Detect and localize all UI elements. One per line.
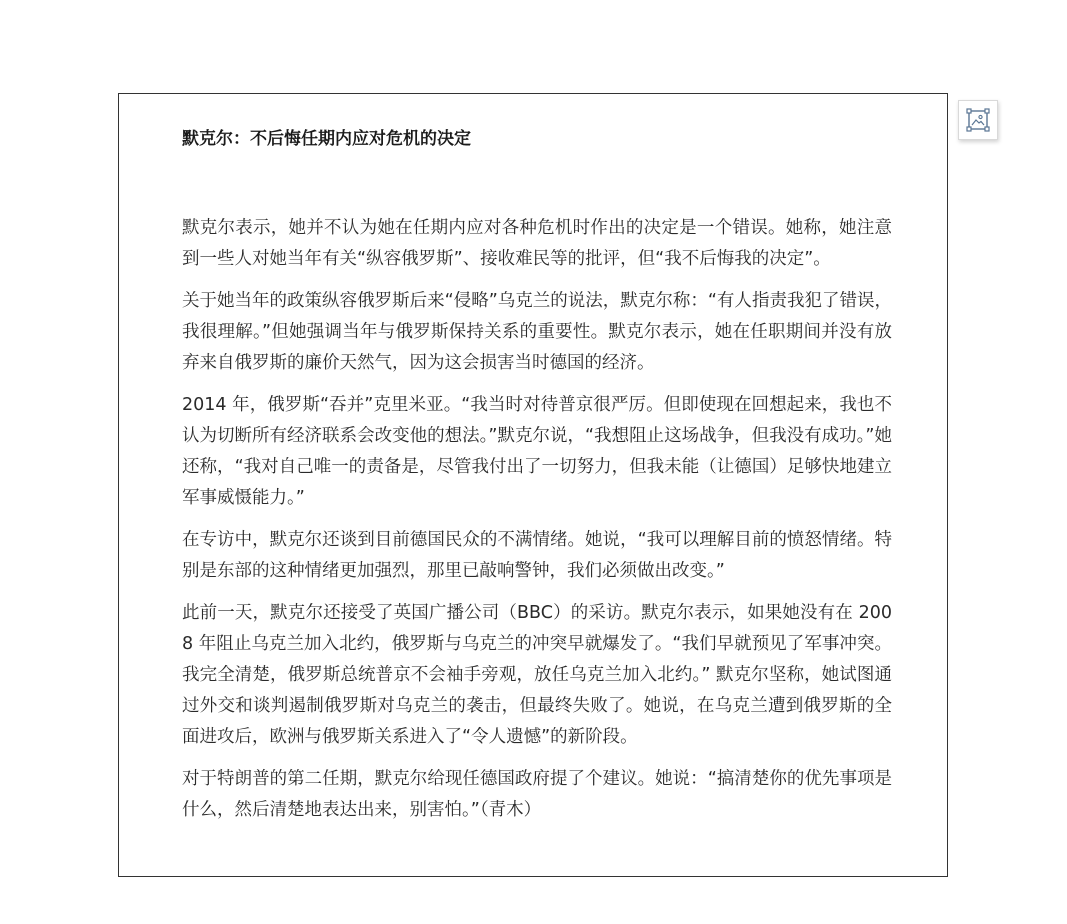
image-tool-button[interactable] xyxy=(958,100,998,140)
document-content xyxy=(182,124,892,837)
paragraph-3: 2014 年，俄罗斯“吞并”克里米亚。“我当时对待普京很严厉。但即使现在回想起来，我也不认为切断所有经济联系会改变他的想法。”默克尔说，“我想阻止这场战争，但我没有成功。”她还称，“我对自己唯一的责备是，尽管我付出了一切努力，但我未能（让德国）足够快地建立军事威慑能力。” xyxy=(182,395,892,508)
paragraph-4: 在专访中，默克尔还谈到目前德国民众的不满情绪。她说，“我可以理解目前的愤怒情绪。特别是东部的这种情绪更加强烈，那里已敲响警钟，我们必须做出改变。” xyxy=(182,530,892,581)
paragraph-2: 关于她当年的政策纵容俄罗斯后来“侵略”乌克兰的说法，默克尔称：“有人指责我犯了错误，我很理解。”但她强调当年与俄罗斯保持关系的重要性。默克尔表示，她在任职期间并没有放弃来自俄罗斯的廉价天然气，因为这会损害当时德国的经济。 xyxy=(182,291,892,373)
article-title: 默克尔：不后悔任期内应对危机的决定 xyxy=(182,129,471,149)
image-icon xyxy=(965,107,991,133)
document-frame xyxy=(118,93,948,877)
paragraph-1: 默克尔表示，她并不认为她在任期内应对各种危机时作出的决定是一个错误。她称，她注意到一些人对她当年有关“纵容俄罗斯”、接收难民等的批评，但“我不后悔我的决定”。 xyxy=(182,218,892,269)
paragraph-5: 此前一天，默克尔还接受了英国广播公司（BBC）的采访。默克尔表示，如果她没有在 2008 年阻止乌克兰加入北约，俄罗斯与乌克兰的冲突早就爆发了。“我们早就预见了军事冲突。我完全清楚，俄罗斯总统普京不会袖手旁观，放任乌克兰加入北约。” 默克尔坚称，她试图通过外交和谈判遏制俄罗斯对乌克兰的袭击，但最终失败了。她说，在乌克兰遭到俄罗斯的全面进攻后，欧洲与俄罗斯关系进入了“令人遗憾”的新阶段。 xyxy=(182,603,892,747)
paragraph-6: 对于特朗普的第二任期，默克尔给现任德国政府提了个建议。她说：“搞清楚你的优先事项是什么，然后清楚地表达出来，别害怕。”（青木） xyxy=(182,769,892,820)
